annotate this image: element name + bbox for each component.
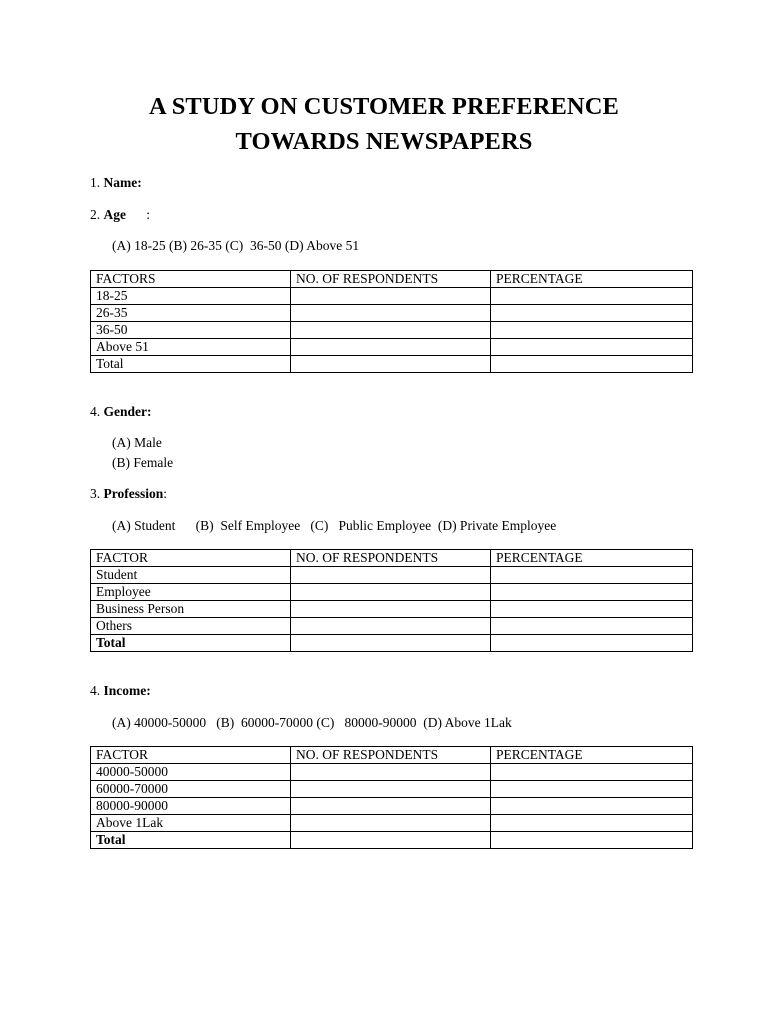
table-row (91, 815, 693, 832)
percentage-cell[interactable] (491, 601, 693, 618)
respondents-cell[interactable] (291, 288, 491, 305)
table-row (91, 288, 693, 305)
question-name (90, 174, 142, 192)
row-label-total: Total (91, 635, 291, 652)
table-header-row (91, 550, 693, 567)
row-label: Others (91, 618, 291, 635)
question-number: 1. (90, 175, 104, 190)
row-label: 60000-70000 (91, 781, 291, 798)
question-number: 3. (90, 486, 104, 501)
table-row (91, 567, 693, 584)
percentage-cell[interactable] (491, 356, 693, 373)
table-row (91, 584, 693, 601)
table-row (91, 601, 693, 618)
question-label: Profession (103, 486, 164, 501)
table-header-row (91, 747, 693, 764)
age-options: (A) 18-25 (B) 26-35 (C) 36-50 (D) Above 51 (112, 238, 360, 253)
respondents-cell[interactable] (291, 601, 491, 618)
question-income (90, 682, 151, 700)
question-gender (90, 403, 152, 421)
table-row (91, 305, 693, 322)
row-label-total: Total (91, 832, 291, 849)
row-label: 36-50 (91, 322, 291, 339)
percentage-cell[interactable] (491, 288, 693, 305)
row-label: 26-35 (91, 305, 291, 322)
table-row (91, 798, 693, 815)
header-factor: FACTOR (91, 747, 291, 764)
header-respondents: NO. OF RESPONDENTS (291, 747, 491, 764)
row-label: Above 1Lak (91, 815, 291, 832)
income-options: (A) 40000-50000 (B) 60000-70000 (C) 80000-90000 (D) Above 1Lak (112, 715, 512, 730)
respondents-cell[interactable] (291, 798, 491, 815)
percentage-cell[interactable] (491, 798, 693, 815)
header-factors: FACTORS (91, 271, 291, 288)
percentage-cell[interactable] (491, 618, 693, 635)
profession-options: (A) Student (B) Self Employee (C) Public Employee (D) Private Employee (112, 518, 557, 533)
question-age (90, 206, 150, 224)
question-profession (90, 485, 167, 503)
percentage-cell[interactable] (491, 322, 693, 339)
question-number: 4. (90, 404, 104, 419)
percentage-cell[interactable] (491, 567, 693, 584)
question-label: Age (103, 207, 126, 222)
percentage-cell[interactable] (491, 584, 693, 601)
question-number: 2. (90, 207, 104, 222)
respondents-cell[interactable] (291, 305, 491, 322)
respondents-cell[interactable] (291, 322, 491, 339)
respondents-cell[interactable] (291, 832, 491, 849)
question-label: Income: (103, 683, 151, 698)
respondents-cell[interactable] (291, 764, 491, 781)
table-row (91, 339, 693, 356)
percentage-cell[interactable] (491, 339, 693, 356)
header-percentage: PERCENTAGE (491, 271, 693, 288)
question-colon: : (126, 207, 151, 222)
respondents-cell[interactable] (291, 635, 491, 652)
gender-option-female: (B) Female (112, 455, 174, 470)
row-label: 18-25 (91, 288, 291, 305)
gender-option-male: (A) Male (112, 435, 162, 450)
percentage-cell[interactable] (491, 305, 693, 322)
table-row (91, 356, 693, 373)
question-label: Gender: (103, 404, 152, 419)
row-label: Student (91, 567, 291, 584)
table-row (91, 322, 693, 339)
table-row (91, 781, 693, 798)
percentage-cell[interactable] (491, 781, 693, 798)
header-respondents: NO. OF RESPONDENTS (291, 271, 491, 288)
respondents-cell[interactable] (291, 815, 491, 832)
header-factor: FACTOR (91, 550, 291, 567)
respondents-cell[interactable] (291, 356, 491, 373)
table-row (91, 618, 693, 635)
respondents-cell[interactable] (291, 567, 491, 584)
header-respondents: NO. OF RESPONDENTS (291, 550, 491, 567)
header-percentage: PERCENTAGE (491, 550, 693, 567)
percentage-cell[interactable] (491, 764, 693, 781)
row-label: 40000-50000 (91, 764, 291, 781)
table-row (91, 635, 693, 652)
percentage-cell[interactable] (491, 815, 693, 832)
question-number: 4. (90, 683, 104, 698)
respondents-cell[interactable] (291, 781, 491, 798)
row-label: Business Person (91, 601, 291, 618)
respondents-cell[interactable] (291, 584, 491, 601)
header-percentage: PERCENTAGE (491, 747, 693, 764)
row-label: Above 51 (91, 339, 291, 356)
question-colon: : (163, 486, 168, 501)
percentage-cell[interactable] (491, 635, 693, 652)
income-table (90, 746, 693, 849)
percentage-cell[interactable] (491, 832, 693, 849)
respondents-cell[interactable] (291, 618, 491, 635)
table-row (91, 832, 693, 849)
age-table (90, 270, 693, 373)
page-title-line-2: TOWARDS NEWSPAPERS (235, 128, 533, 155)
question-label: Name: (103, 175, 142, 190)
table-row (91, 764, 693, 781)
row-label: 80000-90000 (91, 798, 291, 815)
page-title-line-1: A STUDY ON CUSTOMER PREFERENCE (149, 93, 619, 120)
respondents-cell[interactable] (291, 339, 491, 356)
row-label: Total (91, 356, 291, 373)
table-header-row (91, 271, 693, 288)
row-label: Employee (91, 584, 291, 601)
profession-table (90, 549, 693, 652)
